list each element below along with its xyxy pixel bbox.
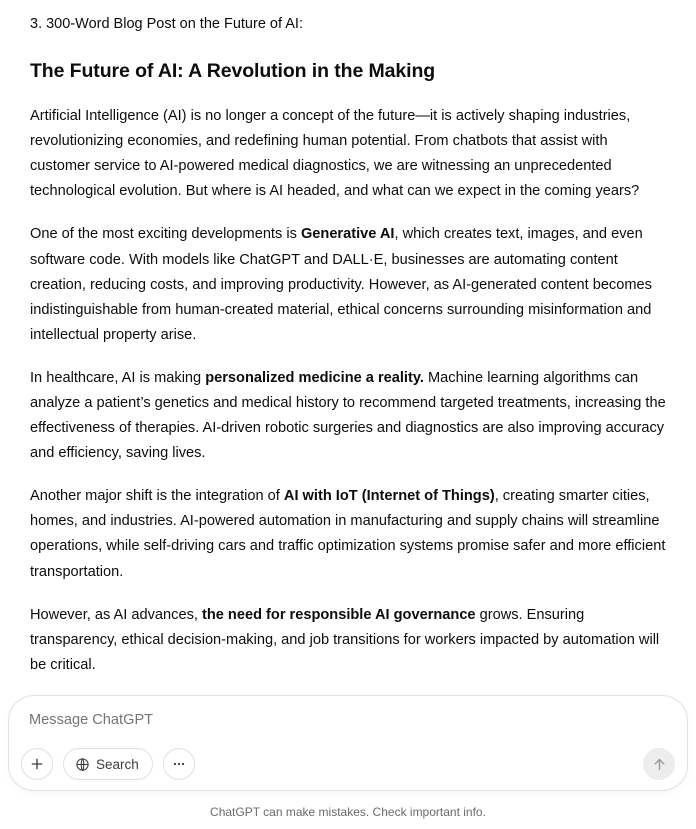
message-composer[interactable] <box>8 695 688 791</box>
more-options-button[interactable] <box>163 748 195 780</box>
message-input[interactable] <box>29 710 631 730</box>
add-attachment-button[interactable] <box>21 748 53 780</box>
arrow-up-icon <box>651 756 668 773</box>
emphasized-text: personalized medicine a reality. <box>205 369 424 386</box>
prompt-heading: 3. 300-Word Blog Post on the Future of AI: <box>30 16 303 32</box>
text-run: grows. Ensuring transparency, ethical decision-making, and job transitions for workers impacted by automation will be critical. <box>30 606 660 673</box>
paragraph <box>30 104 666 204</box>
disclaimer-text: ChatGPT can make mistakes. Check important info. <box>210 805 486 819</box>
text-run: However, as AI advances, <box>30 606 202 623</box>
composer-toolbar <box>21 748 195 780</box>
text-run: In healthcare, AI is making <box>30 369 206 386</box>
search-button[interactable] <box>63 748 153 780</box>
assistant-message-body <box>30 104 666 746</box>
ellipsis-icon <box>171 756 187 772</box>
article-title: The Future of AI: A Revolution in the Making <box>30 59 436 82</box>
plus-icon <box>29 756 45 772</box>
text-run: Another major shift is the integration of <box>30 488 284 505</box>
globe-icon <box>75 757 90 772</box>
send-button[interactable] <box>643 748 675 780</box>
text-run: , which creates text, images, and even software code. With models like ChatGPT and DALL·E, businesses are automating content creation, reducing costs, and improving productivity. However, as AI-generated content becomes indistinguishable from human-created material, ethical concerns surrounding misinformation and intellectual property arise. <box>30 226 652 343</box>
text-run: One of the most exciting developments is <box>30 226 301 243</box>
text-run: Artificial Intelligence (AI) is no longer a concept of the future—it is actively shaping industries, revolutionizing economies, and redefining human potential. From chatbots that assist with customer service to AI-powered medical diagnostics, we are witnessing an unprecedented technological evolution. But where is AI headed, and what can we expect in the coming years? <box>30 108 640 200</box>
emphasized-text: Generative AI <box>300 226 395 243</box>
paragraph <box>30 222 666 347</box>
paragraph <box>30 603 666 678</box>
paragraph <box>30 484 666 584</box>
search-button-label: Search <box>96 756 139 772</box>
emphasized-text: AI with IoT (Internet of Things) <box>283 488 495 505</box>
paragraph <box>30 366 666 466</box>
composer-region <box>0 695 696 829</box>
text-run: Machine learning algorithms can analyze a patient’s genetics and medical history to recommend targeted treatments, increasing the effectiveness of therapies. AI-driven robotic surgeries and diagnostics are also improving accuracy and efficiency, saving lives. <box>30 369 666 462</box>
emphasized-text: the need for responsible AI governance <box>201 606 476 623</box>
text-run: , creating smarter cities, homes, and industries. AI-powered automation in manufacturing and supply chains will streamline operations, while self-driving cars and traffic optimization systems promise safer and more efficient transportation. <box>30 488 666 580</box>
